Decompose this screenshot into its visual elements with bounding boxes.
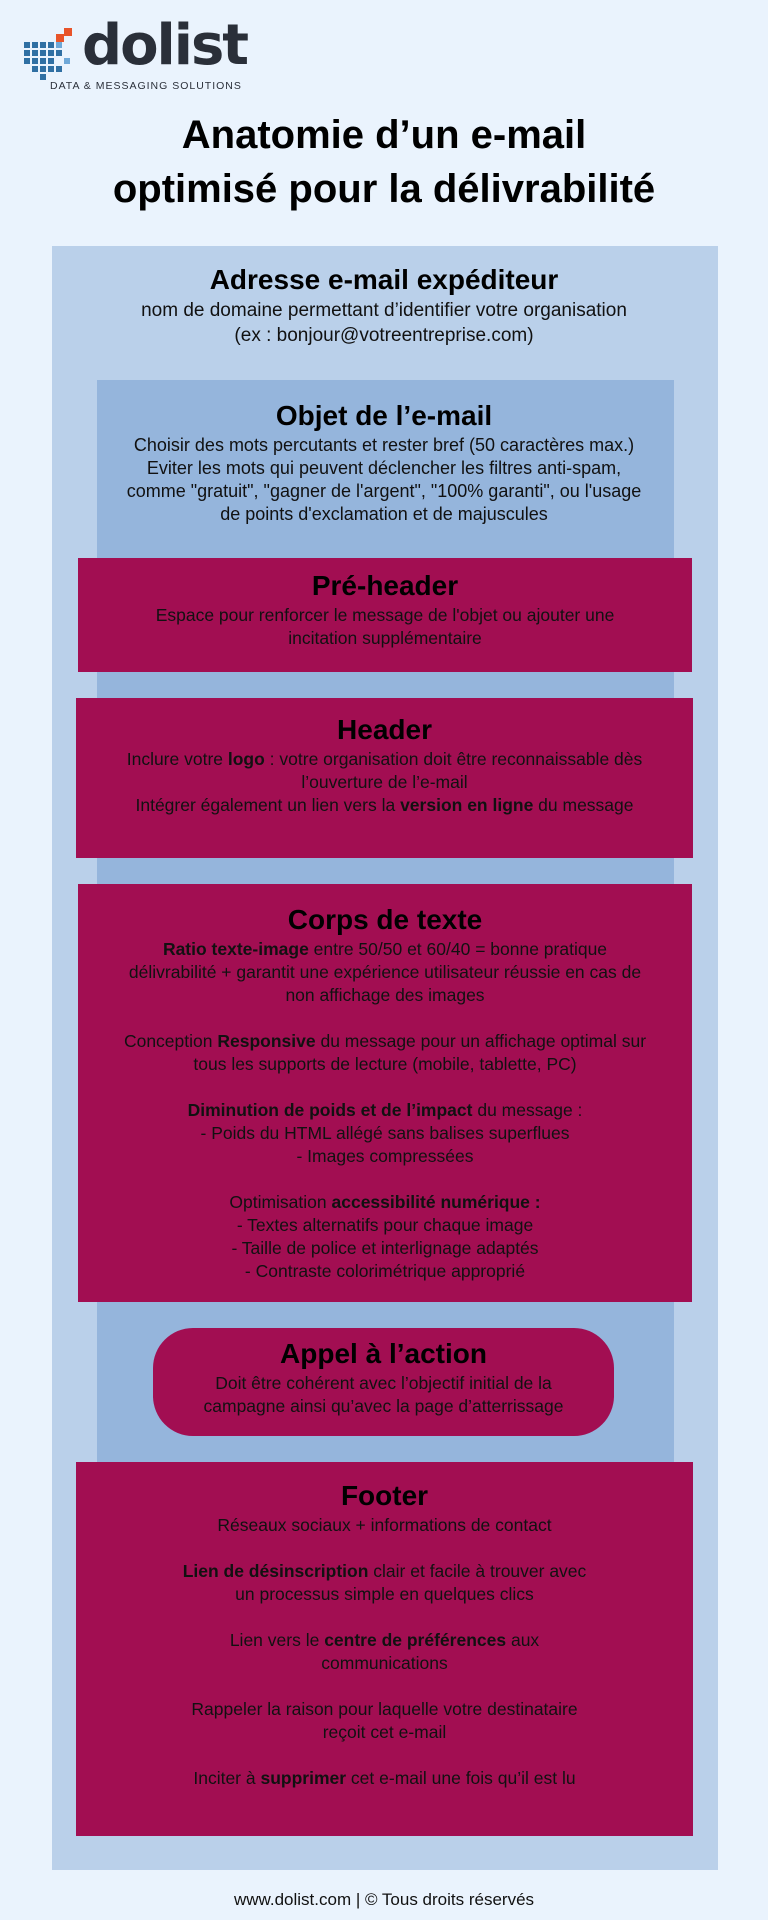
body-text-ratio-line-2: délivrabilité + garantit une expérience utilisateur réussie en cas de [128, 962, 642, 982]
footer-unsubscribe-line-2: un processus simple en quelques clics [235, 1584, 534, 1604]
header-box [76, 698, 693, 858]
pixel-grid-logo-icon [24, 28, 80, 84]
footer-preferences-line-1: Lien vers le centre de préférences aux [229, 1630, 540, 1650]
sender-address-title: Adresse e-mail expéditeur [209, 264, 559, 295]
header-line-2: l’ouverture de l’e-mail [301, 772, 468, 792]
body-text-weight-item-2: - Images compressées [296, 1146, 474, 1166]
body-text-weight-item-1: - Poids du HTML allégé sans balises superflues [200, 1123, 570, 1143]
body-text-accessibility-line-1: Optimisation accessibilité numérique : [229, 1192, 541, 1212]
site-footer: www.dolist.com | © Tous droits réservés [233, 1890, 535, 1909]
call-to-action-title: Appel à l’action [280, 1338, 487, 1369]
footer-social-line: Réseaux sociaux + informations de contact [217, 1515, 552, 1535]
body-text-box [78, 884, 692, 1302]
call-to-action-box [153, 1328, 614, 1436]
header-title: Header [337, 714, 432, 745]
header-line-1: Inclure votre logo : votre organisation doit être reconnaissable dès [126, 749, 643, 769]
footer-reason-line-1: Rappeler la raison pour laquelle votre destinataire [191, 1699, 578, 1719]
footer-box [76, 1462, 693, 1836]
footer-preferences-line-2: communications [321, 1653, 448, 1673]
body-text-accessibility-item-1: - Textes alternatifs pour chaque image [236, 1215, 534, 1235]
footer-reason-line-2: reçoit cet e-mail [322, 1722, 447, 1742]
call-to-action-line-1: Doit être cohérent avec l’objectif initial de la [215, 1373, 552, 1393]
body-text-title: Corps de texte [287, 904, 483, 935]
call-to-action-line-2: campagne ainsi qu’avec la page d’atterrissage [203, 1396, 564, 1416]
footer-title: Footer [340, 1480, 429, 1511]
sender-address-section [0, 262, 768, 348]
email-object-line-2: Eviter les mots qui peuvent déclencher les filtres anti-spam, [146, 458, 622, 478]
body-text-responsive-line-2: tous les supports de lecture (mobile, tablette, PC) [193, 1054, 577, 1074]
sender-address-line-1: nom de domaine permettant d’identifier votre organisation [141, 300, 627, 321]
footer-unsubscribe-line-1: Lien de désinscription clair et facile à trouver avec [182, 1561, 587, 1581]
sender-address-line-2: (ex : bonjour@votreentreprise.com) [234, 325, 534, 346]
header-line-3: Intégrer également un lien vers la version en ligne du message [135, 795, 634, 815]
footer-delete-line: Inciter à supprimer cet e-mail une fois qu’il est lu [193, 1768, 576, 1788]
body-text-accessibility-item-2: - Taille de police et interlignage adaptés [231, 1238, 539, 1258]
logo-tagline: DATA & MESSAGING SOLUTIONS [50, 80, 242, 92]
body-text-accessibility-item-3: - Contraste colorimétrique approprié [244, 1261, 526, 1281]
preheader-line-2: incitation supplémentaire [288, 628, 482, 648]
body-text-responsive-line-1: Conception Responsive du message pour un affichage optimal sur [123, 1031, 647, 1051]
email-object-line-4: de points d'exclamation et de majuscules [220, 504, 548, 524]
body-text-ratio-line-1: Ratio texte-image entre 50/50 et 60/40 = bonne pratique [162, 939, 608, 959]
body-text-ratio-line-3: non affichage des images [285, 985, 485, 1005]
email-object-section [0, 398, 768, 526]
email-object-line-1: Choisir des mots percutants et rester bref (50 caractères max.) [133, 435, 635, 455]
logo-wordmark: dolist [82, 13, 248, 78]
preheader-box [78, 558, 692, 672]
preheader-line-1: Espace pour renforcer le message de l'objet ou ajouter une [155, 605, 615, 625]
page-title-line-2: optimisé pour la délivrabilité [112, 167, 656, 211]
preheader-title: Pré-header [311, 570, 459, 601]
email-object-line-3: comme "gratuit", "gagner de l'argent", "100% garanti", ou l'usage [126, 481, 642, 501]
page-title [0, 108, 768, 216]
page-title-line-1: Anatomie d’un e-mail [181, 113, 587, 157]
body-text-weight-line-1: Diminution de poids et de l’impact du message : [187, 1100, 583, 1120]
email-object-title: Objet de l’e-mail [275, 400, 493, 431]
dolist-logo [24, 13, 248, 94]
